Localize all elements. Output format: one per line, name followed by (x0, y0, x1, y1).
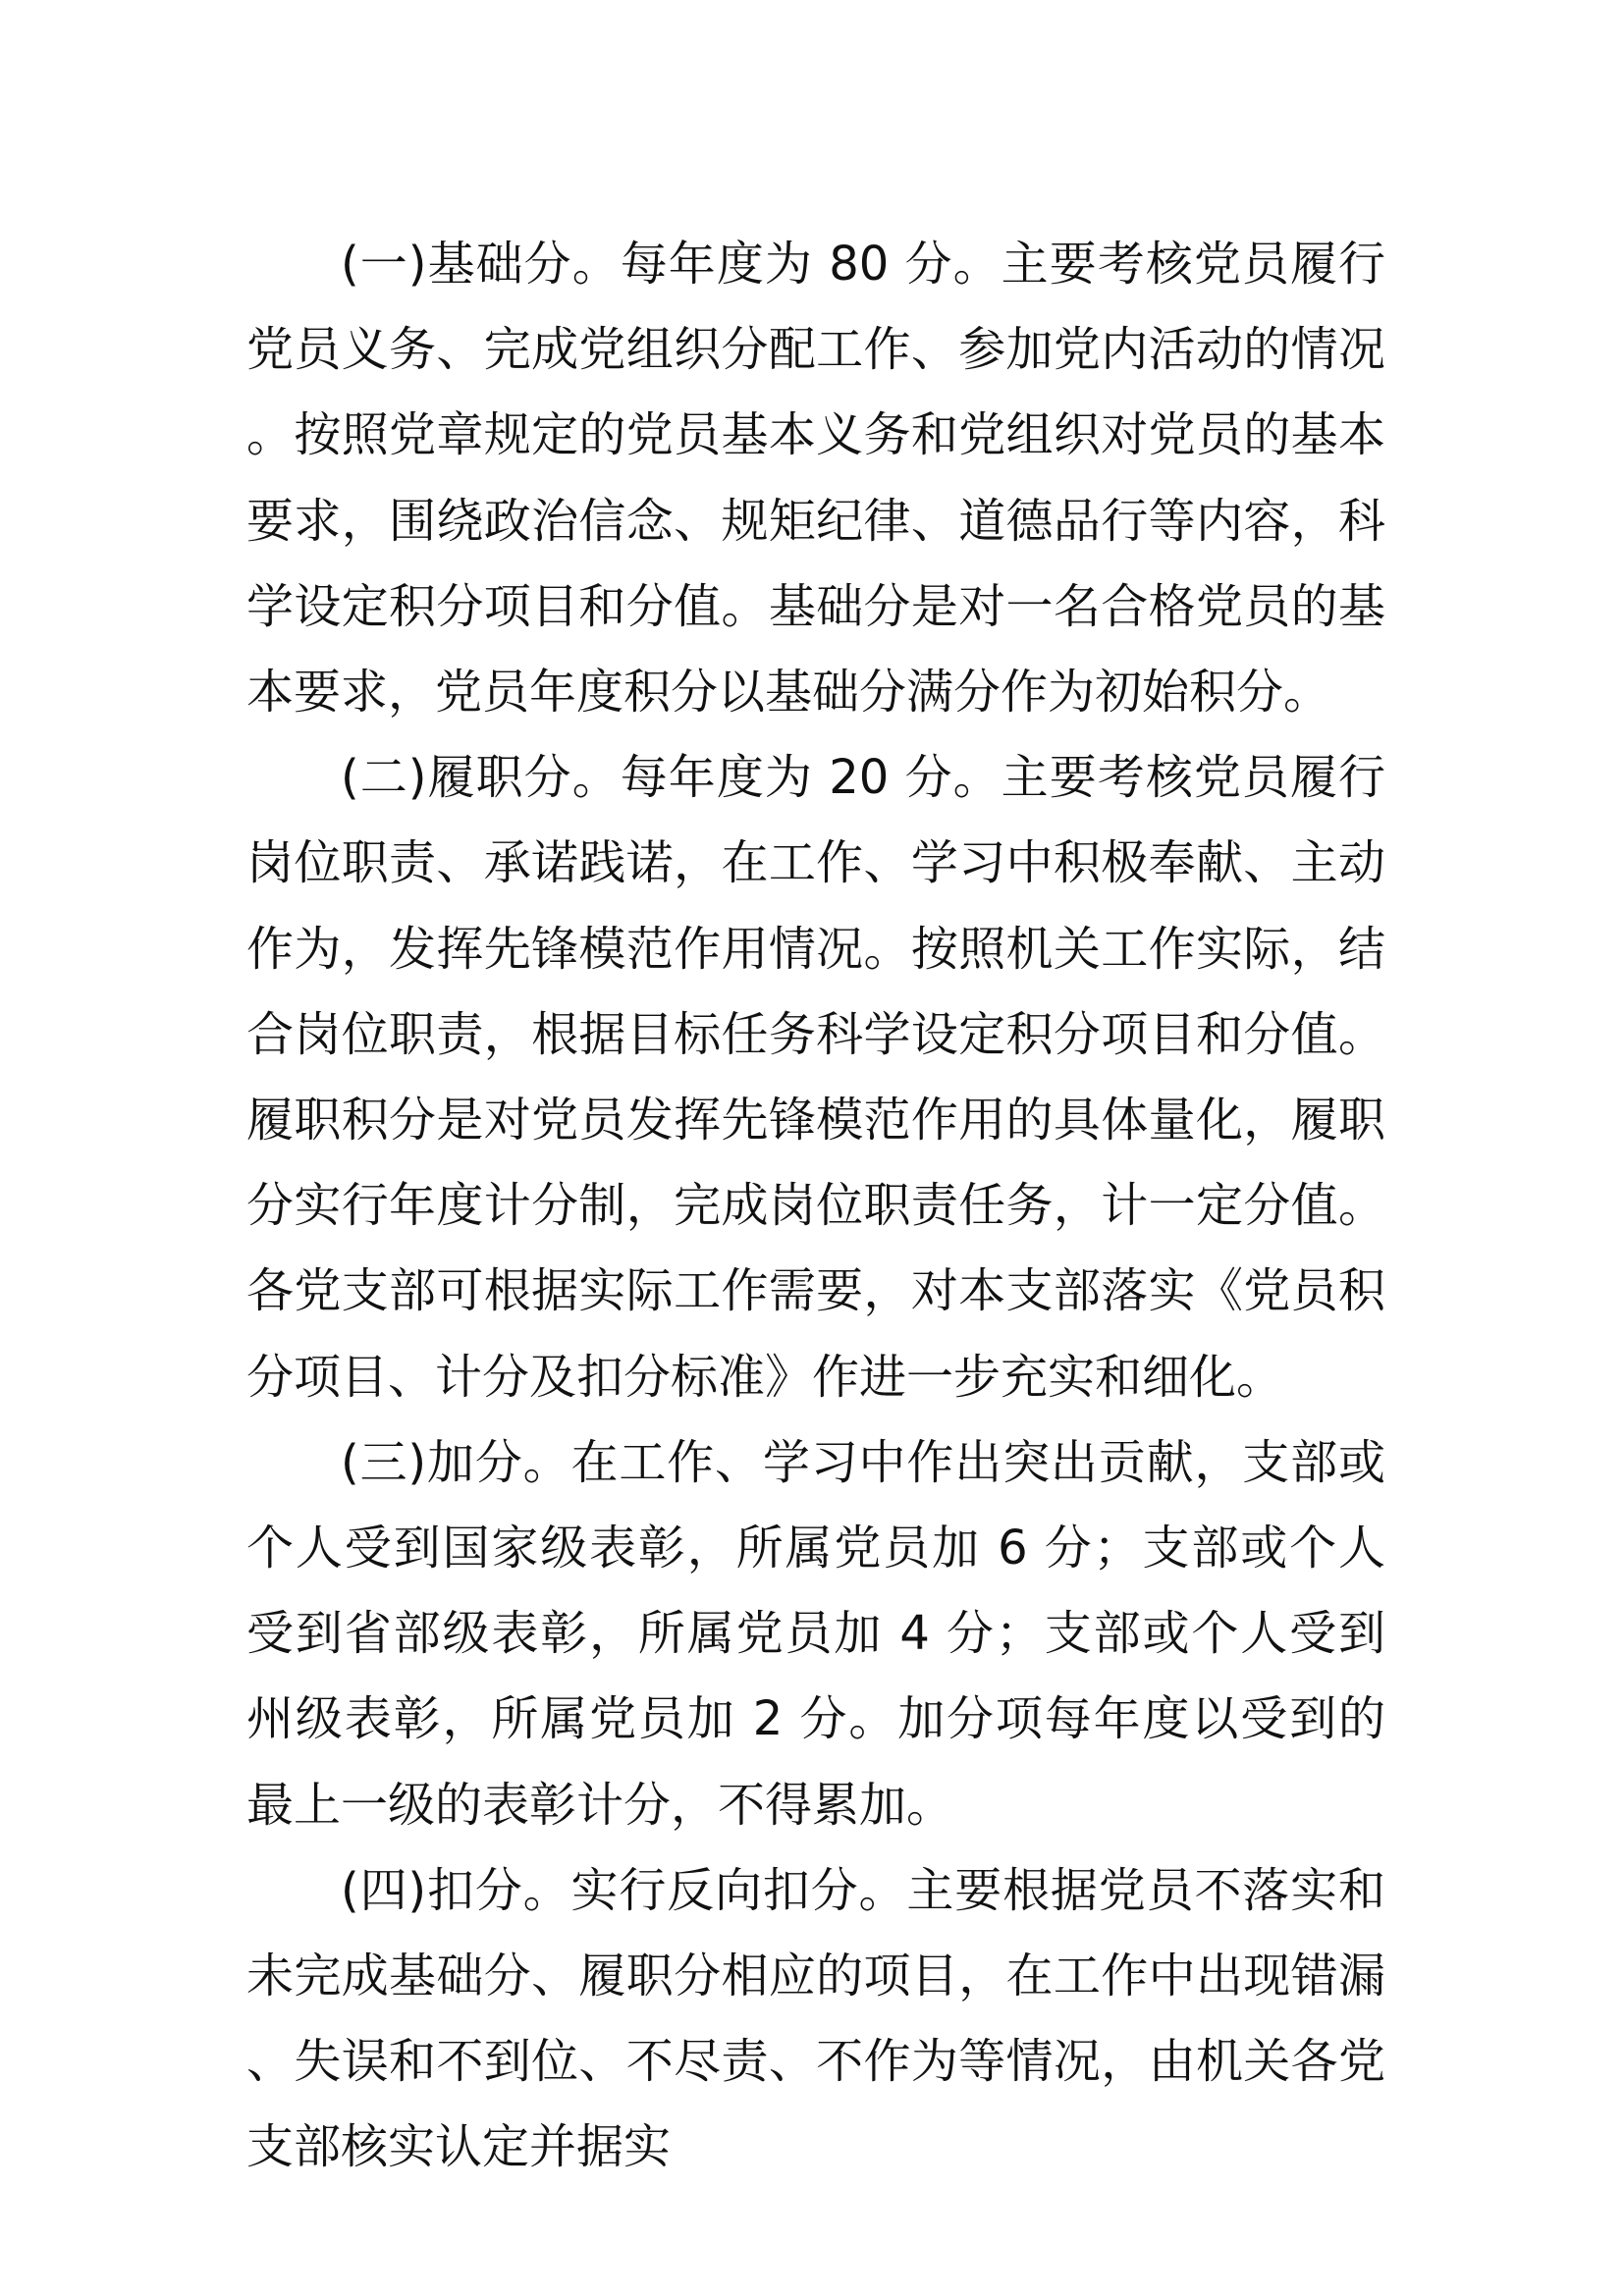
paragraph-bonus-score: (三)加分。在工作、学习中作出突出贡献，支部或个人受到国家级表彰，所属党员加 6 分；支部或个人受到省部级表彰，所属党员加 4 分；支部或个人受到州级表彰，所属党员加 2 分。加分项每年度以受到的最上一级的表彰计分，不得累加。 (246, 1434, 1385, 1833)
paragraph-basic-score: (一)基础分。每年度为 80 分。主要考核党员履行党员义务、完成党组织分配工作、参加党内活动的情况。按照党章规定的党员基本义务和党组织对党员的基本要求，围绕政治信念、规矩纪律、道德品行等内容，科学设定积分项目和分值。基础分是对一名合格党员的基本要求，党员年度积分以基础分满分作为初始积分。 (246, 237, 1385, 721)
paragraph-deduction-score: (四)扣分。实行反向扣分。主要根据党员不落实和未完成基础分、履职分相应的项目，在工作中出现错漏、失误和不到位、不尽责、不作为等情况，由机关各党支部核实认定并据实 (246, 1862, 1385, 2175)
document-body (246, 222, 1385, 2191)
paragraph-duty-score: (二)履职分。每年度为 20 分。主要考核党员履行岗位职责、承诺践诺，在工作、学习中积极奉献、主动作为，发挥先锋模范作用情况。按照机关工作实际，结合岗位职责，根据目标任务科学设定积分项目和分值。履职积分是对党员发挥先锋模范作用的具体量化，履职分实行年度计分制，完成岗位职责任务，计一定分值。各党支部可根据实际工作需要，对本支部落实《党员积分项目、计分及扣分标准》作进一步充实和细化。 (246, 750, 1385, 1405)
